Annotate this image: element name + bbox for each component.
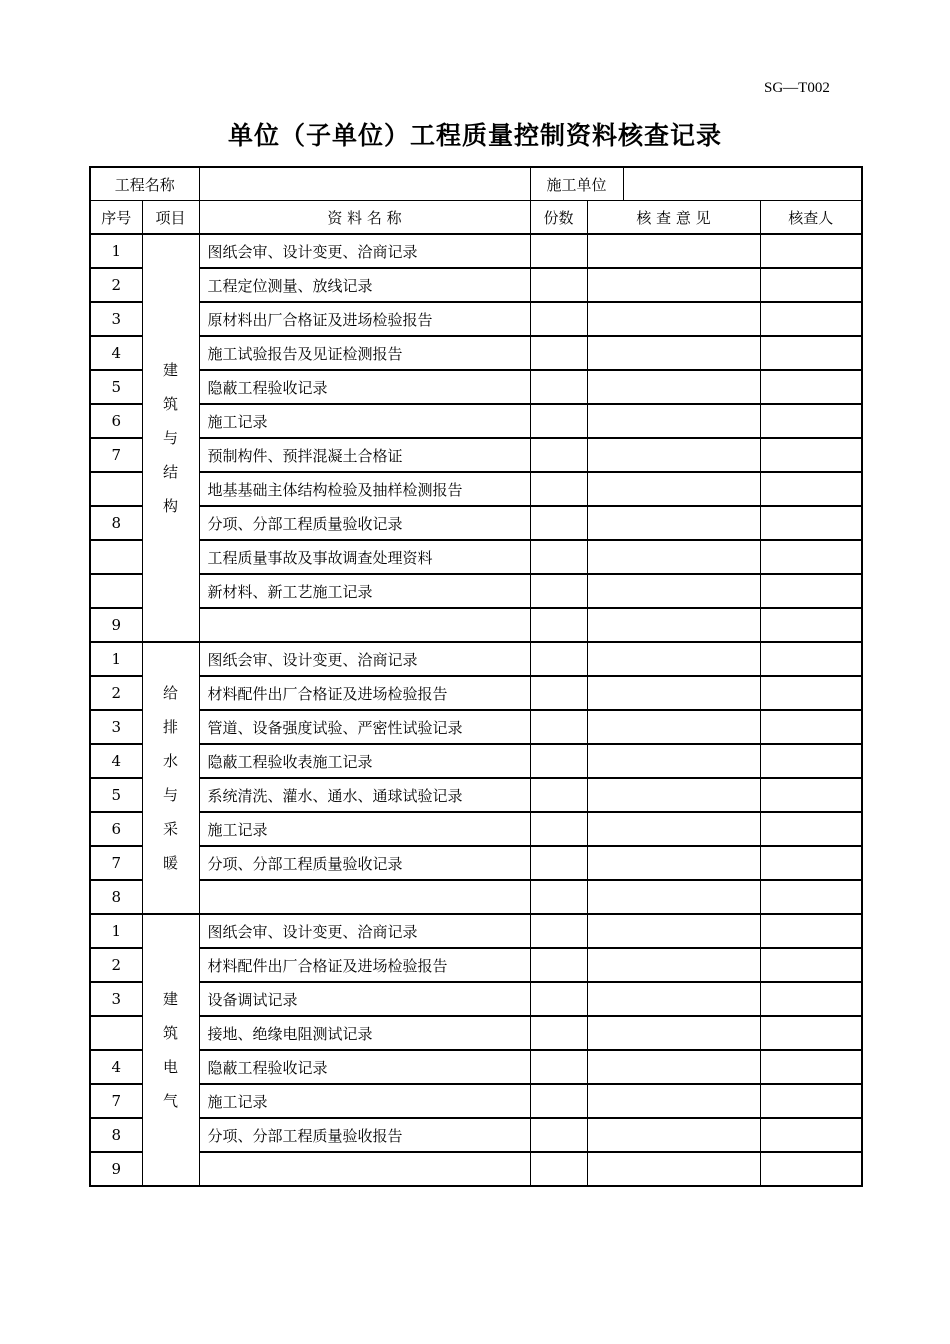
opinion-cell[interactable] [587, 438, 760, 472]
opinion-cell[interactable] [587, 846, 760, 880]
row-seq: 8 [90, 506, 142, 540]
opinion-cell[interactable] [587, 1118, 760, 1152]
copies-cell[interactable] [530, 404, 587, 438]
row-seq: 8 [90, 1118, 142, 1152]
table-row [90, 336, 862, 370]
table-row [90, 744, 862, 778]
row-seq: 8 [90, 880, 142, 914]
category-cell [142, 914, 199, 1186]
table-row [90, 982, 862, 1016]
checker-cell[interactable] [760, 846, 862, 880]
copies-cell[interactable] [530, 1152, 587, 1186]
checker-cell[interactable] [760, 540, 862, 574]
opinion-cell[interactable] [587, 642, 760, 676]
document-code: SG—T002 [764, 80, 830, 96]
checker-cell[interactable] [760, 778, 862, 812]
row-doc-name: 工程质量事故及事故调查处理资料 [199, 540, 530, 574]
checker-cell[interactable] [760, 948, 862, 982]
opinion-cell[interactable] [587, 404, 760, 438]
copies-cell[interactable] [530, 948, 587, 982]
row-doc-name: 图纸会审、设计变更、洽商记录 [199, 914, 530, 948]
opinion-cell[interactable] [587, 914, 760, 948]
row-doc-name: 隐蔽工程验收记录 [199, 1050, 530, 1084]
row-seq: 5 [90, 778, 142, 812]
checker-cell[interactable] [760, 404, 862, 438]
opinion-cell[interactable] [587, 472, 760, 506]
header-doc-name: 资 料 名 称 [199, 201, 530, 235]
row-seq [90, 1016, 142, 1050]
row-seq: 4 [90, 744, 142, 778]
opinion-cell[interactable] [587, 268, 760, 302]
copies-cell[interactable] [530, 642, 587, 676]
table-row [90, 438, 862, 472]
checker-cell[interactable] [760, 370, 862, 404]
category-char: 结 [163, 463, 179, 481]
category-char: 建 [163, 361, 179, 379]
table-row [90, 1152, 862, 1186]
row-seq: 6 [90, 812, 142, 846]
header-opinion: 核 查 意 见 [587, 201, 760, 235]
opinion-cell[interactable] [587, 880, 760, 914]
category-char: 与 [163, 786, 179, 804]
row-doc-name: 系统清洗、灌水、通水、通球试验记录 [199, 778, 530, 812]
copies-cell[interactable] [530, 778, 587, 812]
copies-cell[interactable] [530, 812, 587, 846]
category-char: 与 [163, 429, 179, 447]
row-doc-name [199, 608, 530, 642]
category-cell [142, 642, 199, 914]
category-char: 电 [163, 1058, 179, 1076]
row-doc-name: 图纸会审、设计变更、洽商记录 [199, 234, 530, 268]
table-row [90, 540, 862, 574]
copies-cell[interactable] [530, 608, 587, 642]
table-row [90, 302, 862, 336]
opinion-cell[interactable] [587, 812, 760, 846]
checker-cell[interactable] [760, 574, 862, 608]
row-seq: 3 [90, 302, 142, 336]
header-item: 项目 [142, 201, 199, 235]
row-seq: 3 [90, 982, 142, 1016]
category-char: 构 [163, 497, 179, 515]
checker-cell[interactable] [760, 676, 862, 710]
copies-cell[interactable] [530, 846, 587, 880]
checker-cell[interactable] [760, 982, 862, 1016]
copies-cell[interactable] [530, 1016, 587, 1050]
table-row [90, 880, 862, 914]
copies-cell[interactable] [530, 744, 587, 778]
row-seq: 1 [90, 642, 142, 676]
table-row [90, 268, 862, 302]
table-row [90, 710, 862, 744]
table-row [90, 1050, 862, 1084]
row-doc-name: 施工记录 [199, 1084, 530, 1118]
header-row [90, 201, 862, 235]
row-doc-name: 施工记录 [199, 404, 530, 438]
header-checker: 核查人 [760, 201, 862, 235]
row-seq: 3 [90, 710, 142, 744]
opinion-cell[interactable] [587, 778, 760, 812]
row-seq: 7 [90, 1084, 142, 1118]
checker-cell[interactable] [760, 472, 862, 506]
row-seq: 9 [90, 1152, 142, 1186]
table-row [90, 812, 862, 846]
row-doc-name: 隐蔽工程验收记录 [199, 370, 530, 404]
table-row [90, 574, 862, 608]
opinion-cell[interactable] [587, 608, 760, 642]
copies-cell[interactable] [530, 1050, 587, 1084]
row-doc-name: 新材料、新工艺施工记录 [199, 574, 530, 608]
category-cell [142, 234, 199, 642]
row-doc-name [199, 1152, 530, 1186]
row-doc-name: 施工试验报告及见证检测报告 [199, 336, 530, 370]
table-row [90, 404, 862, 438]
table-row [90, 472, 862, 506]
info-row [90, 167, 862, 201]
checker-cell[interactable] [760, 914, 862, 948]
opinion-cell[interactable] [587, 574, 760, 608]
checker-cell[interactable] [760, 234, 862, 268]
table-row [90, 1118, 862, 1152]
checker-cell[interactable] [760, 642, 862, 676]
category-char: 筑 [163, 395, 179, 413]
row-doc-name: 原材料出厂合格证及进场检验报告 [199, 302, 530, 336]
row-doc-name: 预制构件、预拌混凝土合格证 [199, 438, 530, 472]
copies-cell[interactable] [530, 574, 587, 608]
opinion-cell[interactable] [587, 710, 760, 744]
checker-cell[interactable] [760, 268, 862, 302]
opinion-cell[interactable] [587, 948, 760, 982]
copies-cell[interactable] [530, 1118, 587, 1152]
project-name-value[interactable] [199, 167, 530, 201]
table-row [90, 914, 862, 948]
checker-cell[interactable] [760, 1050, 862, 1084]
copies-cell[interactable] [530, 540, 587, 574]
project-name-label: 工程名称 [90, 167, 199, 201]
row-doc-name: 设备调试记录 [199, 982, 530, 1016]
copies-cell[interactable] [530, 268, 587, 302]
table-row [90, 1016, 862, 1050]
opinion-cell[interactable] [587, 676, 760, 710]
table-row [90, 234, 862, 268]
row-seq: 4 [90, 336, 142, 370]
row-doc-name: 工程定位测量、放线记录 [199, 268, 530, 302]
row-doc-name: 分项、分部工程质量验收记录 [199, 846, 530, 880]
opinion-cell[interactable] [587, 540, 760, 574]
checker-cell[interactable] [760, 302, 862, 336]
opinion-cell[interactable] [587, 744, 760, 778]
category-char: 给 [163, 684, 179, 702]
row-seq: 2 [90, 268, 142, 302]
row-seq: 2 [90, 948, 142, 982]
row-seq [90, 472, 142, 506]
table-row [90, 948, 862, 982]
category-char: 气 [163, 1092, 179, 1110]
table-row [90, 506, 862, 540]
copies-cell[interactable] [530, 880, 587, 914]
checker-cell[interactable] [760, 1016, 862, 1050]
row-doc-name: 分项、分部工程质量验收报告 [199, 1118, 530, 1152]
row-seq: 5 [90, 370, 142, 404]
opinion-cell[interactable] [587, 234, 760, 268]
checker-cell[interactable] [760, 608, 862, 642]
header-seq: 序号 [90, 201, 142, 235]
opinion-cell[interactable] [587, 982, 760, 1016]
table-row [90, 1084, 862, 1118]
table-row [90, 370, 862, 404]
row-seq: 2 [90, 676, 142, 710]
checker-cell[interactable] [760, 710, 862, 744]
row-doc-name: 材料配件出厂合格证及进场检验报告 [199, 948, 530, 982]
copies-cell[interactable] [530, 914, 587, 948]
checker-cell[interactable] [760, 880, 862, 914]
checker-cell[interactable] [760, 1152, 862, 1186]
copies-cell[interactable] [530, 1084, 587, 1118]
opinion-cell[interactable] [587, 336, 760, 370]
row-seq: 4 [90, 1050, 142, 1084]
category-char: 建 [163, 990, 179, 1008]
checker-cell[interactable] [760, 336, 862, 370]
copies-cell[interactable] [530, 302, 587, 336]
row-doc-name [199, 880, 530, 914]
opinion-cell[interactable] [587, 370, 760, 404]
row-seq: 6 [90, 404, 142, 438]
document-title: 单位（子单位）工程质量控制资料核查记录 [227, 121, 722, 150]
opinion-cell[interactable] [587, 1016, 760, 1050]
row-seq: 9 [90, 608, 142, 642]
copies-cell[interactable] [530, 472, 587, 506]
opinion-cell[interactable] [587, 1152, 760, 1186]
row-seq: 1 [90, 234, 142, 268]
inspection-table [89, 166, 863, 1187]
checker-cell[interactable] [760, 1118, 862, 1152]
row-doc-name: 施工记录 [199, 812, 530, 846]
row-doc-name: 材料配件出厂合格证及进场检验报告 [199, 676, 530, 710]
row-seq: 7 [90, 846, 142, 880]
checker-cell[interactable] [760, 506, 862, 540]
opinion-cell[interactable] [587, 506, 760, 540]
row-doc-name: 接地、绝缘电阻测试记录 [199, 1016, 530, 1050]
copies-cell[interactable] [530, 506, 587, 540]
table-row [90, 846, 862, 880]
row-doc-name: 分项、分部工程质量验收记录 [199, 506, 530, 540]
copies-cell[interactable] [530, 438, 587, 472]
builder-value[interactable] [624, 168, 862, 200]
row-seq: 1 [90, 914, 142, 948]
copies-cell[interactable] [530, 982, 587, 1016]
table-row [90, 778, 862, 812]
row-doc-name: 图纸会审、设计变更、洽商记录 [199, 642, 530, 676]
category-char: 排 [163, 718, 179, 736]
row-seq [90, 574, 142, 608]
row-doc-name: 隐蔽工程验收表施工记录 [199, 744, 530, 778]
category-char: 筑 [163, 1024, 179, 1042]
opinion-cell[interactable] [587, 1050, 760, 1084]
row-doc-name: 地基基础主体结构检验及抽样检测报告 [199, 472, 530, 506]
copies-cell[interactable] [530, 336, 587, 370]
row-doc-name: 管道、设备强度试验、严密性试验记录 [199, 710, 530, 744]
copies-cell[interactable] [530, 676, 587, 710]
header-copies: 份数 [530, 201, 587, 235]
category-char: 暖 [163, 854, 179, 872]
row-seq: 7 [90, 438, 142, 472]
category-char: 采 [163, 820, 179, 838]
copies-cell[interactable] [530, 710, 587, 744]
checker-cell[interactable] [760, 438, 862, 472]
copies-cell[interactable] [530, 370, 587, 404]
checker-cell[interactable] [760, 744, 862, 778]
opinion-cell[interactable] [587, 302, 760, 336]
category-char: 水 [163, 752, 179, 770]
copies-cell[interactable] [530, 234, 587, 268]
checker-cell[interactable] [760, 1084, 862, 1118]
table-row [90, 642, 862, 676]
table-row [90, 676, 862, 710]
builder-label: 施工单位 [531, 168, 624, 200]
table-row [90, 608, 862, 642]
checker-cell[interactable] [760, 812, 862, 846]
opinion-cell[interactable] [587, 1084, 760, 1118]
row-seq [90, 540, 142, 574]
